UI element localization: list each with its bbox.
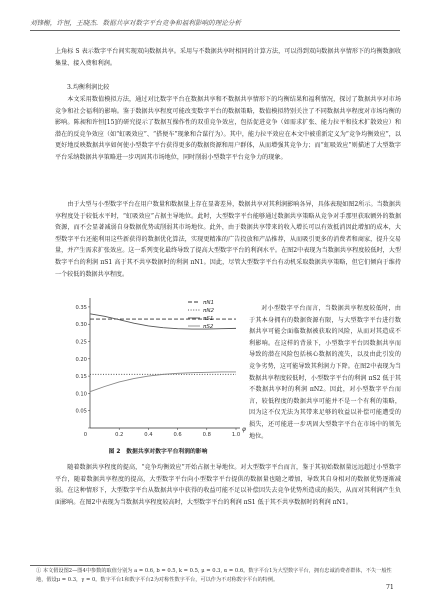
welfare-paragraph: 本文采用数值模拟方法，通过对比数字平台在数据共享和不数据共享情形下的均衡结果和福利情况，探讨了数据共享对市场竞争和社会福利的影响。鉴于数据共享程度可能改变数字平台的数据策略，数值模拟特别关注了不同数据共享程度对市场均衡的影响。陈昶和许恒[15]的研究提示了数据互操作性的双重竞争效应，包括促进竞争（如需求扩张、能力拉平和技术扩散效应）和潜在的反竞争效应（如“虹吸效应”、“搭便车”现象和合谋行为）。其中，能力拉平效应在本文中被重新定义为“竞争均衡效应”，以更好地反映数据共享如何使小型数字平台获得更多的数据资源和用户群体，从而增强其竞争力；而“虹吸效应”则描述了大型数字平台采纳数据共享策略进一步巩固其市场地位，同时削弱小型数字平台竞争力的现象。 bbox=[55, 96, 401, 161]
legend-label: πN2 bbox=[203, 308, 215, 314]
figure-discussion-paragraph: 由于大型与小型数字平台在用户数量和数据量上存在显著差异，数据共享对其利润影响各异，具体表现如图2所示。当数据共享程度处于较低水平时，“虹吸效应”占据主导地位。此时，大型数字平台能够通过数据共享策略从竞争对手那里获取额外的数据资源，而不会显著减弱自身数据优势或削弱其市场地位。此外，由于数据共享带来的收入增长可以有效抵消因此增加的成本，大型数字平台还能利用这些新获得的数据优化算法，实现更精准的广告投放和产品推荐，从而吸引更多的消费者和商家，提升交易量，并产生需求扩张效应。这一系列变化最终导致了提高大型数字平台的利润水平。在图2中表现为当数据共享程度较低时，大型数字平台的利润 πS1 高于其不共享数据时的利润 πN1。因此，尽管大型数字平台有动机采取数据共享策略，但它们倾向于维持一个较低的数据共享程度。 bbox=[55, 201, 401, 278]
x-tick-label: 0.6 bbox=[173, 432, 182, 438]
y-tick-label: 0.20 bbox=[75, 356, 87, 363]
profit-chart-svg bbox=[68, 292, 244, 442]
x-tick-label: 0.2 bbox=[115, 432, 124, 438]
x-tick-label: 0.8 bbox=[202, 432, 211, 438]
origin-label: 0 bbox=[83, 432, 87, 438]
small-platform-paragraph: 对小型数字平台而言，当数据共享程度较低时，由于其本身拥有的数据资源有限，与大型数字平台进行数据共享可能会面临数据被获取的风险，从而对其造成不利影响。在这样的背景下，小型数字平台因数据共享而导致的潜在风险包括核心数据的流失，以及由此引发的竞争劣势，这可能导致其利润力下降。在图2中表现为当数据共享程度较低时，小型数字平台的利润 πS2 低于其不数据共享时的利润 πN2。因此，对小型数字平台而言，较低程度的数据共享可能并不是一个有利的策略，因为这不仅无法为其带来足够的收益以补偿可能遭受的损失，还可能进一步巩固大型数字平台在市场中的领先地位。 bbox=[249, 305, 401, 440]
intro-paragraph: 上角标 S 表示数字平台间实现双向数据共享。采用与不数据共享时相同的计算方法，可以得到双向数据共享情形下的均衡数据收集量、接入费和利润。 bbox=[55, 48, 401, 67]
y-tick-label: 0.15 bbox=[75, 374, 87, 381]
section-heading: 3.均衡利润比较 bbox=[67, 84, 110, 91]
y-tick-label: 0.25 bbox=[75, 339, 87, 346]
page-number: 71 bbox=[386, 584, 394, 591]
y-tick-label: 0.10 bbox=[75, 391, 87, 398]
legend-label: πN1 bbox=[203, 300, 215, 306]
x-tick-label: 1.0 bbox=[231, 432, 241, 438]
competition-balance-paragraph: 随着数据共享程度的提高，“竞争均衡效应”开始占据主导地位。对大型数字平台而言，鉴于其初始数据量远远超过小型数字平台，随着数据共享程度的提高，大型数字平台向小型数字平台提供的数据量也随之增加，导致其自身相对的数据优势逐渐减弱。在这种情形下，大型数字平台从数据共享中获得的收益可能不足以补偿因失去竞争优势所造成的损失，从而对其利润产生负面影响。在图2中表现为当数据共享程度较高时，大型数字平台的利润 πS1 低于其不共享数据时的利润 πN1。 bbox=[55, 464, 401, 506]
figure-caption: 图 2 数据共享对数字平台利润的影响 bbox=[108, 449, 208, 455]
legend-label: πS1 bbox=[203, 316, 214, 322]
y-tick-label: 0.05 bbox=[75, 408, 87, 415]
footnote: ① 本文假设图2—图4中参数的取值分别为 a = 0.6, b = 0.5, k = 0.5, μ = 0.3, α = 0.6。数字平台1为大型数字平台，拥有忠诚消费者群体，不失一般性地，假设μ = 0.3，γ = 0。数字平台1和数字平台2为对称性数字平台，可以作为不对称数字平台的特例。 bbox=[36, 568, 392, 583]
x-axis-label: φ bbox=[242, 426, 246, 433]
running-header: 刘锋榭，许恒，王晓杰．数据共享对数字平台竞争和福利影响的理论分析 bbox=[30, 17, 400, 31]
footnote-rule bbox=[30, 565, 110, 566]
legend-label: πS2 bbox=[203, 324, 214, 330]
series-line-3 bbox=[90, 314, 236, 329]
profit-chart bbox=[68, 292, 244, 442]
y-tick-label: 0.35 bbox=[75, 304, 87, 311]
x-tick-label: 0.4 bbox=[144, 432, 153, 438]
y-tick-label: 0.30 bbox=[75, 322, 87, 329]
series-line-4 bbox=[90, 372, 236, 392]
